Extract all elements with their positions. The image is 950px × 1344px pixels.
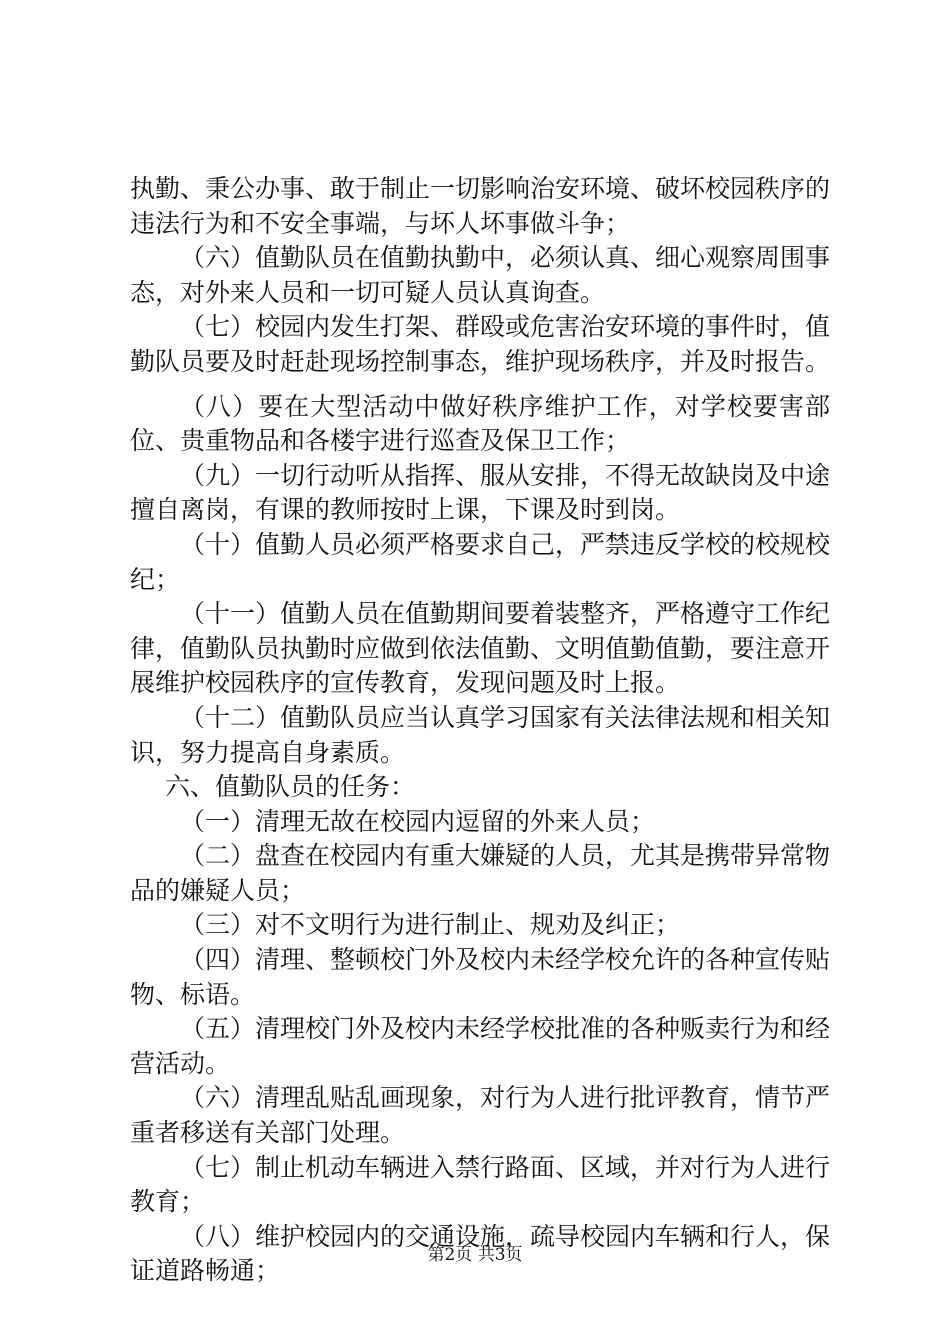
section-heading: 六、值勤队员的任务： [165,772,416,802]
document-body [130,172,830,1289]
paragraph-2: （六）值勤队员在值勤执勤中，必须认真、细心观察周围事态，对外来人员和一切可疑人员认真询查。 [130,243,831,307]
paragraph-6: （十）值勤人员必须严格要求自己，严禁违反学校的校规校纪； [130,529,831,594]
paragraph-8: （十二）值勤队员应当认真学习国家有关法律法规和相关知识，努力提高自身素质。 [130,702,831,767]
paragraph-11: （三）对不文明行为进行制止、规劝及纠正； [180,910,681,940]
paragraph-4: （八）要在大型活动中做好秩序维护工作，对学校要害部位、贵重物品和各楼宇进行巡查及保卫工作； [130,391,830,456]
paragraph-1: 执勤、秉公办事、敢于制止一切影响治安环境、破坏校园秩序的违法行为和不安全事端，与坏人坏事做斗争； [130,174,831,238]
page-footer: 第2页 共3页 [427,1245,523,1265]
paragraph-14: （六）清理乱贴乱画现象，对行为人进行批评教育，情节严重者移送有关部门处理。 [130,1083,831,1148]
paragraph-10: （二）盘查在校园内有重大嫌疑的人员，尤其是携带异常物品的嫌疑人员； [130,841,831,905]
paragraph-13: （五）清理校门外及校内未经学校批准的各种贩卖行为和经营活动。 [130,1014,831,1078]
paragraph-12: （四）清理、整顿校门外及校内未经学校允许的各种宣传贴物、标语。 [130,945,831,1009]
paragraph-3: （七）校园内发生打架、群殴或危害治安环境的事件时，值勤队员要及时赶赴现场控制事态，维护现场秩序，并及时报告。 [130,312,831,376]
paragraph-15: （七）制止机动车辆进入禁行路面、区域，并对行为人进行教育； [130,1152,831,1217]
paragraph-9: （一）清理无故在校园内逗留的外来人员； [180,806,656,836]
paragraph-5: （九）一切行动听从指挥、服从安排，不得无故缺岗及中途擅自离岗，有课的教师按时上课，下课及时到岗。 [130,460,831,525]
paragraph-16: （八）维护校园内的交通设施，疏导校园内车辆和行人，保证道路畅通； [130,1221,831,1286]
paragraph-7: （十一）值勤人员在值勤期间要着装整齐，严格遵守工作纪律，值勤队员执勤时应做到依法值勤、文明值勤值勤，要注意开展维护校园秩序的宣传教育，发现问题及时上报。 [130,599,831,698]
